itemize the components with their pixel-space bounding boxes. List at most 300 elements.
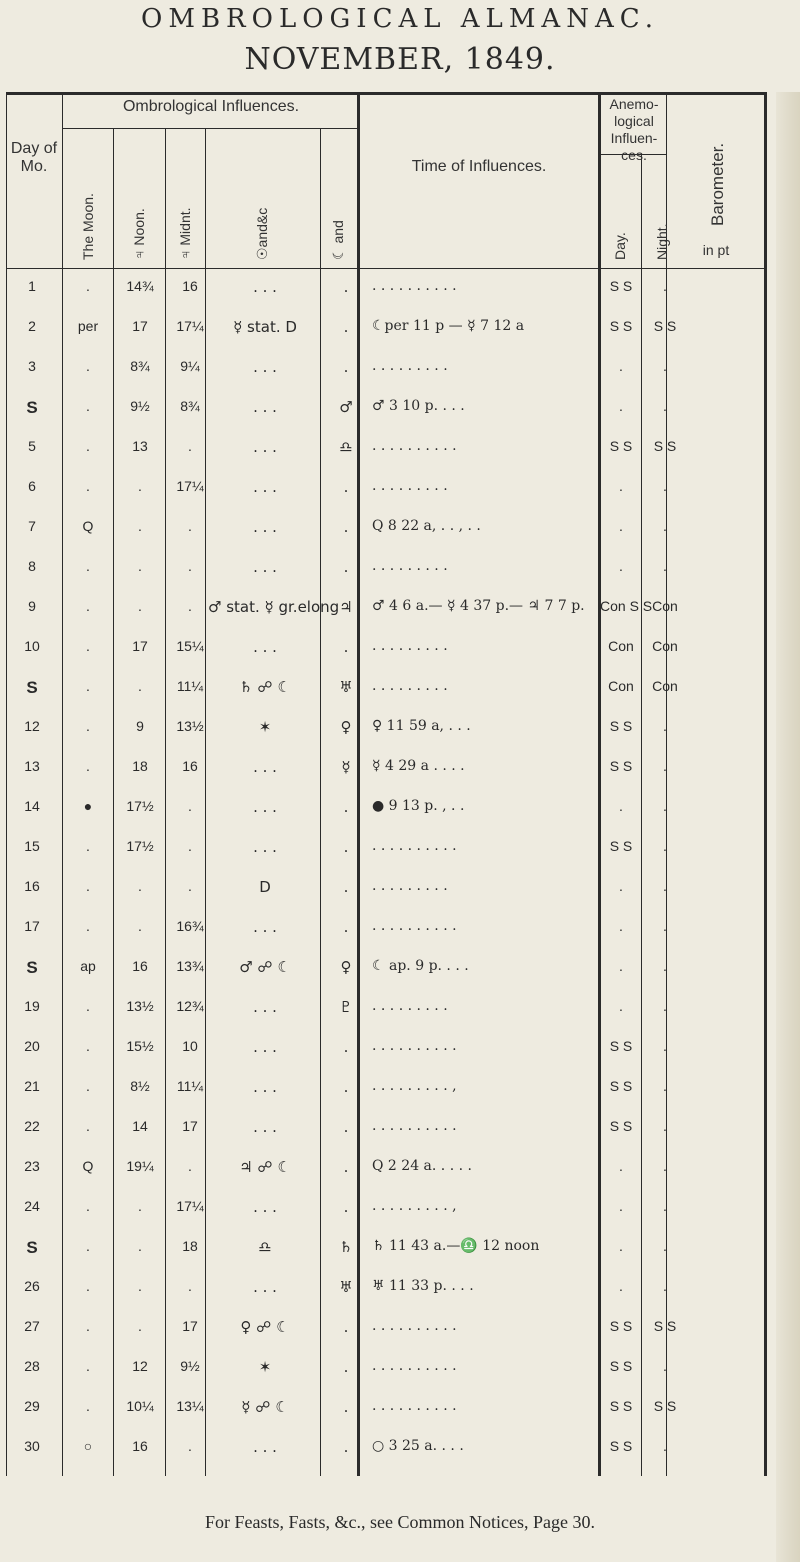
- cell-moonand: .: [343, 1038, 349, 1056]
- cell-time: . . . . . . . . .: [372, 998, 448, 1014]
- cell-midnt: 15¼: [176, 638, 204, 654]
- cell-moonand: .: [343, 558, 349, 576]
- cell-midnt: 17¼: [176, 478, 204, 494]
- cell-midnt: 16¾: [176, 918, 204, 934]
- cell-midnt: 12¾: [176, 998, 204, 1014]
- cell-midnt: 17¼: [176, 1198, 204, 1214]
- cell-sunmoon: . . .: [253, 798, 277, 816]
- cell-time: . . . . . . . . .: [372, 638, 448, 654]
- cell-moonand: .: [343, 1158, 349, 1176]
- cell-day: 26: [24, 1278, 40, 1294]
- cell-midnt: 16: [182, 278, 198, 294]
- cell-midnt: .: [188, 838, 192, 854]
- cell-moon: .: [86, 758, 90, 774]
- cell-sunmoon: . . .: [253, 1198, 277, 1216]
- cell-moonand: .: [343, 358, 349, 376]
- cell-moonand: ♃: [339, 598, 353, 616]
- table-row: [0, 798, 800, 836]
- table-row: [0, 958, 800, 996]
- cell-moonand: ♇: [339, 998, 353, 1016]
- cell-sunmoon: . . .: [253, 398, 277, 416]
- cell-moonand: .: [343, 1398, 349, 1416]
- cell-noon: .: [138, 1198, 142, 1214]
- anemo-day-header: Day.: [612, 232, 628, 260]
- cell-moon: .: [86, 1398, 90, 1414]
- cell-moon: .: [86, 558, 90, 574]
- cell-moonand: .: [343, 1318, 349, 1336]
- cell-midnt: .: [188, 518, 192, 534]
- cell-noon: 13: [132, 438, 148, 454]
- table-row: [0, 718, 800, 756]
- cell-noon: 17½: [126, 798, 154, 814]
- barometer-header: Barometer.: [708, 142, 727, 226]
- cell-sunmoon: ♃ ☍ ☾: [239, 1158, 291, 1176]
- table-row: [0, 478, 800, 516]
- cell-anight: .: [663, 838, 667, 854]
- cell-anight: .: [663, 1278, 667, 1294]
- cell-time: ♂ 4 6 a.— ☿ 4 37 p.— ♃ 7 7 p.: [372, 598, 585, 614]
- cell-moonand: .: [343, 1078, 349, 1096]
- cell-moon: Q: [82, 1158, 94, 1174]
- cell-time: . . . . . . . . . .: [372, 438, 457, 454]
- cell-aday: S S: [609, 438, 633, 454]
- cell-sunmoon: ✶: [258, 718, 272, 736]
- cell-moonand: .: [343, 638, 349, 656]
- cell-time: ♄ 11 43 a.—♎ 12 noon: [372, 1238, 540, 1254]
- cell-sunmoon: ☿ stat. D: [233, 318, 297, 336]
- cell-midnt: .: [188, 798, 192, 814]
- cell-aday: .: [619, 1238, 623, 1254]
- cell-aday: S S: [609, 318, 633, 334]
- cell-anight: .: [663, 1438, 667, 1454]
- cell-moon: .: [86, 1358, 90, 1374]
- cell-day: 3: [28, 358, 36, 374]
- cell-anight: .: [663, 878, 667, 894]
- cell-sunmoon: ♂ ☍ ☾: [239, 958, 291, 976]
- cell-anight: Con: [652, 678, 678, 694]
- cell-noon: .: [138, 598, 142, 614]
- cell-sunmoon: . . .: [253, 998, 277, 1016]
- cell-moon: .: [86, 1318, 90, 1334]
- cell-aday: Con: [608, 638, 634, 654]
- cell-moonand: .: [343, 1198, 349, 1216]
- cell-time: . . . . . . . . . ,: [372, 1078, 457, 1094]
- cell-midnt: 17: [182, 1118, 198, 1134]
- cell-day: 2: [28, 318, 36, 334]
- cell-noon: 9½: [130, 398, 150, 414]
- cell-sunmoon: . . .: [253, 558, 277, 576]
- cell-moon: Q: [82, 518, 94, 534]
- cell-noon: 19¼: [126, 1158, 154, 1174]
- cell-midnt: .: [188, 598, 192, 614]
- cell-day: S: [26, 958, 38, 977]
- cell-moonand: ♂: [339, 398, 353, 416]
- footer-note: For Feasts, Fasts, &c., see Common Notices, Page 30.: [205, 1512, 595, 1532]
- table-row: [0, 1158, 800, 1196]
- cell-moon: .: [86, 478, 90, 494]
- cell-time: . . . . . . . . . .: [372, 838, 457, 854]
- cell-midnt: 18: [182, 1238, 198, 1254]
- cell-moonand: ☿: [341, 758, 351, 776]
- cell-noon: .: [138, 478, 142, 494]
- cell-day: 14: [24, 798, 40, 814]
- cell-noon: 17½: [126, 838, 154, 854]
- cell-day: 1: [28, 278, 36, 294]
- cell-moon: .: [86, 678, 90, 694]
- almanac-table: [0, 88, 800, 1476]
- cell-aday: S S: [609, 1398, 633, 1414]
- cell-moonand: .: [343, 878, 349, 896]
- cell-sunmoon: ☿ ☍ ☾: [241, 1398, 289, 1416]
- cell-sunmoon: . . .: [253, 518, 277, 536]
- cell-noon: 16: [132, 958, 148, 974]
- cell-aday: .: [619, 1198, 623, 1214]
- cell-day: S: [26, 1238, 38, 1257]
- cell-noon: 15½: [126, 1038, 154, 1054]
- cell-time: ♀ 11 59 a, . . .: [372, 718, 471, 734]
- cell-anight: .: [663, 358, 667, 374]
- cell-midnt: 9¼: [180, 358, 200, 374]
- cell-day: 5: [28, 438, 36, 454]
- cell-anight: .: [663, 398, 667, 414]
- table-row: [0, 878, 800, 916]
- anemo-group-header: Anemo-logical Influen-ces.: [609, 96, 659, 163]
- cell-midnt: 10: [182, 1038, 198, 1054]
- cell-day: S: [26, 678, 38, 697]
- cell-aday: .: [619, 878, 623, 894]
- cell-sunmoon: ♂ stat. ☿ gr.elong: [208, 598, 340, 616]
- cell-moon: .: [86, 718, 90, 734]
- ombro-group-header: Ombrological Influences.: [122, 98, 300, 115]
- cell-day: 30: [24, 1438, 40, 1454]
- cell-sunmoon: D: [259, 878, 271, 896]
- cell-day: 27: [24, 1318, 40, 1334]
- cell-sunmoon: . . .: [253, 358, 277, 376]
- cell-noon: 17: [132, 318, 148, 334]
- cell-aday: .: [619, 918, 623, 934]
- cell-aday: S S: [609, 758, 633, 774]
- table-row: [0, 1438, 800, 1476]
- cell-midnt: 17: [182, 1318, 198, 1334]
- cell-moonand: .: [343, 518, 349, 536]
- cell-anight: .: [663, 1038, 667, 1054]
- moon-and-header: ☾ and: [330, 220, 346, 260]
- table-row: [0, 518, 800, 556]
- cell-moon: .: [86, 598, 90, 614]
- cell-aday: S S: [609, 1078, 633, 1094]
- cell-moon: .: [86, 358, 90, 374]
- cell-sunmoon: . . .: [253, 1278, 277, 1296]
- cell-day: 16: [24, 878, 40, 894]
- cell-noon: 17: [132, 638, 148, 654]
- cell-day: 21: [24, 1078, 40, 1094]
- cell-aday: S S: [609, 1038, 633, 1054]
- almanac-title: OMBROLOGICAL ALMANAC.: [141, 4, 659, 34]
- cell-anight: .: [663, 998, 667, 1014]
- table-row: [0, 1038, 800, 1076]
- cell-moon: .: [86, 1078, 90, 1094]
- cell-day: 7: [28, 518, 36, 534]
- cell-midnt: 9½: [180, 1358, 200, 1374]
- cell-aday: S S: [609, 718, 633, 734]
- noon-header: ♃ Noon.: [131, 208, 147, 260]
- cell-noon: .: [138, 518, 142, 534]
- cell-moonand: ♅: [339, 1278, 353, 1296]
- cell-moonand: .: [343, 798, 349, 816]
- cell-sunmoon: . . .: [253, 838, 277, 856]
- cell-noon: .: [138, 1318, 142, 1334]
- cell-moon: .: [86, 998, 90, 1014]
- cell-moonand: ♅: [339, 678, 353, 696]
- cell-sunmoon: . . .: [253, 1118, 277, 1136]
- cell-aday: .: [619, 478, 623, 494]
- table-row: [0, 1278, 800, 1316]
- cell-aday: .: [619, 558, 623, 574]
- cell-day: 28: [24, 1358, 40, 1374]
- cell-moon: .: [86, 918, 90, 934]
- cell-anight: .: [663, 1078, 667, 1094]
- cell-sunmoon: . . .: [253, 918, 277, 936]
- cell-noon: 14¾: [126, 278, 154, 294]
- cell-midnt: .: [188, 878, 192, 894]
- cell-aday: S S: [609, 1318, 633, 1334]
- table-row: [0, 1078, 800, 1116]
- cell-time: Q 8 22 a, . . , . .: [372, 518, 481, 534]
- cell-moonand: ♀: [340, 958, 352, 976]
- cell-midnt: .: [188, 1438, 192, 1454]
- cell-sunmoon: . . .: [253, 758, 277, 776]
- cell-moonand: ♀: [340, 718, 352, 736]
- cell-moon: per: [77, 318, 99, 334]
- day-header: Day of Mo.: [10, 140, 58, 175]
- cell-time: ● 9 13 p. , . .: [372, 798, 465, 814]
- cell-moon: .: [86, 1198, 90, 1214]
- cell-noon: 12: [132, 1358, 148, 1374]
- cell-midnt: 16: [182, 758, 198, 774]
- cell-time: ♅ 11 33 p. . . .: [372, 1278, 474, 1294]
- table-row: [0, 438, 800, 476]
- table-row: [0, 1358, 800, 1396]
- time-header: Time of Influences.: [411, 158, 547, 175]
- table-row: [0, 398, 800, 436]
- cell-time: . . . . . . . . . .: [372, 918, 457, 934]
- cell-time: . . . . . . . . . .: [372, 1118, 457, 1134]
- table-row: [0, 558, 800, 596]
- month-title: NOVEMBER, 1849.: [244, 42, 556, 77]
- cell-anight: S S: [653, 1318, 677, 1334]
- barometer-unit: in pt: [702, 242, 730, 258]
- cell-sunmoon: . . .: [253, 278, 277, 296]
- midnt-header: ♃ Midnt.: [177, 207, 193, 260]
- cell-anight: Con: [652, 598, 678, 614]
- cell-anight: S S: [653, 318, 677, 334]
- cell-aday: .: [619, 398, 623, 414]
- cell-time: . . . . . . . . . .: [372, 1358, 457, 1374]
- cell-anight: .: [663, 918, 667, 934]
- table-row: [0, 758, 800, 796]
- cell-day: 20: [24, 1038, 40, 1054]
- cell-aday: .: [619, 958, 623, 974]
- cell-aday: .: [619, 1158, 623, 1174]
- cell-day: 23: [24, 1158, 40, 1174]
- table-row: [0, 1238, 800, 1276]
- cell-sunmoon: . . .: [253, 438, 277, 456]
- sun-moon-header: ☉and&c: [254, 207, 270, 260]
- cell-anight: .: [663, 1198, 667, 1214]
- cell-time: . . . . . . . . .: [372, 678, 448, 694]
- cell-time: . . . . . . . . . ,: [372, 1198, 457, 1214]
- cell-moon: .: [86, 398, 90, 414]
- cell-moonand: .: [343, 1358, 349, 1376]
- cell-noon: .: [138, 678, 142, 694]
- cell-aday: Con: [608, 678, 634, 694]
- cell-anight: .: [663, 718, 667, 734]
- cell-day: 15: [24, 838, 40, 854]
- cell-anight: S S: [653, 438, 677, 454]
- cell-time: . . . . . . . . . .: [372, 1038, 457, 1054]
- cell-noon: .: [138, 918, 142, 934]
- table-row: [0, 278, 800, 316]
- cell-moon: .: [86, 1238, 90, 1254]
- cell-sunmoon: ♄ ☍ ☾: [239, 678, 291, 696]
- cell-time: . . . . . . . . .: [372, 558, 448, 574]
- cell-time: . . . . . . . . . .: [372, 278, 457, 294]
- cell-time: . . . . . . . . .: [372, 358, 448, 374]
- cell-day: 22: [24, 1118, 40, 1134]
- cell-moonand: .: [343, 318, 349, 336]
- table-row: [0, 318, 800, 356]
- cell-aday: .: [619, 1278, 623, 1294]
- cell-aday: S S: [609, 838, 633, 854]
- cell-time: ○ 3 25 a. . . .: [372, 1438, 464, 1454]
- cell-moonand: .: [343, 918, 349, 936]
- cell-moonand: ♎: [339, 438, 353, 456]
- cell-time: ☾ ap. 9 p. . . .: [372, 958, 469, 974]
- cell-moon: .: [86, 638, 90, 654]
- cell-moonand: .: [343, 1438, 349, 1456]
- cell-midnt: 11¼: [176, 1078, 204, 1094]
- cell-moonand: .: [343, 1118, 349, 1136]
- table-row: [0, 838, 800, 876]
- cell-noon: .: [138, 558, 142, 574]
- anemo-night-header: Night.: [654, 223, 670, 260]
- cell-time: . . . . . . . . . .: [372, 1398, 457, 1414]
- cell-sunmoon: . . .: [253, 1438, 277, 1456]
- cell-midnt: 17¼: [176, 318, 204, 334]
- cell-time: . . . . . . . . . .: [372, 1318, 457, 1334]
- cell-moon: .: [86, 1038, 90, 1054]
- cell-midnt: 11¼: [176, 678, 204, 694]
- cell-noon: 9: [136, 718, 144, 734]
- cell-noon: .: [138, 878, 142, 894]
- cell-aday: .: [619, 358, 623, 374]
- cell-moonand: ♄: [339, 1238, 353, 1256]
- cell-midnt: .: [188, 558, 192, 574]
- cell-aday: .: [619, 998, 623, 1014]
- table-row: [0, 358, 800, 396]
- cell-moonand: .: [343, 478, 349, 496]
- cell-aday: .: [619, 518, 623, 534]
- cell-anight: .: [663, 1158, 667, 1174]
- cell-sunmoon: . . .: [253, 478, 277, 496]
- cell-day: 12: [24, 718, 40, 734]
- cell-moon: .: [86, 838, 90, 854]
- table-row: [0, 918, 800, 956]
- cell-day: 19: [24, 998, 40, 1014]
- cell-sunmoon: ♀ ☍ ☾: [240, 1318, 290, 1336]
- cell-aday: Con S S: [600, 598, 653, 614]
- cell-aday: S S: [609, 278, 633, 294]
- cell-time: ♂ 3 10 p. . . .: [372, 398, 465, 414]
- table-row: [0, 638, 800, 676]
- cell-midnt: .: [188, 1158, 192, 1174]
- cell-sunmoon: . . .: [253, 638, 277, 656]
- cell-noon: .: [138, 1278, 142, 1294]
- cell-anight: Con: [652, 638, 678, 654]
- table-row: [0, 998, 800, 1036]
- cell-moon: ap: [80, 958, 96, 974]
- cell-midnt: 13½: [176, 718, 204, 734]
- cell-moon: ●: [83, 798, 93, 814]
- cell-anight: .: [663, 1118, 667, 1134]
- cell-day: S: [26, 398, 38, 417]
- cell-moon: .: [86, 1278, 90, 1294]
- cell-time: . . . . . . . . .: [372, 878, 448, 894]
- cell-anight: S S: [653, 1398, 677, 1414]
- cell-day: 10: [24, 638, 40, 654]
- cell-noon: 8¾: [130, 358, 150, 374]
- cell-time: . . . . . . . . .: [372, 478, 448, 494]
- cell-day: 17: [24, 918, 40, 934]
- cell-noon: 16: [132, 1438, 148, 1454]
- cell-moonand: .: [343, 838, 349, 856]
- cell-midnt: 13¾: [176, 958, 204, 974]
- cell-anight: .: [663, 958, 667, 974]
- cell-sunmoon: . . .: [253, 1078, 277, 1096]
- cell-moon: .: [86, 438, 90, 454]
- cell-anight: .: [663, 1238, 667, 1254]
- cell-noon: .: [138, 1238, 142, 1254]
- cell-sunmoon: ♎: [258, 1238, 272, 1256]
- cell-aday: S S: [609, 1438, 633, 1454]
- table-row: [0, 678, 800, 716]
- moon-header: The Moon.: [80, 193, 96, 260]
- cell-anight: .: [663, 798, 667, 814]
- cell-moon: ○: [83, 1438, 93, 1454]
- cell-moonand: .: [343, 278, 349, 296]
- cell-anight: .: [663, 518, 667, 534]
- cell-day: 29: [24, 1398, 40, 1414]
- table-row: [0, 598, 800, 636]
- cell-day: 6: [28, 478, 36, 494]
- cell-anight: .: [663, 478, 667, 494]
- cell-sunmoon: . . .: [253, 1038, 277, 1056]
- cell-noon: 18: [132, 758, 148, 774]
- cell-midnt: 8¾: [180, 398, 200, 414]
- cell-aday: S S: [609, 1118, 633, 1134]
- cell-noon: 13½: [126, 998, 154, 1014]
- cell-anight: .: [663, 758, 667, 774]
- cell-time: ☾per 11 p — ☿ 7 12 a: [372, 318, 525, 334]
- table-row: [0, 1318, 800, 1356]
- table-row: [0, 1398, 800, 1436]
- cell-midnt: 13¼: [176, 1398, 204, 1414]
- table-row: [0, 1198, 800, 1236]
- cell-anight: .: [663, 558, 667, 574]
- cell-midnt: .: [188, 438, 192, 454]
- cell-anight: .: [663, 1358, 667, 1374]
- cell-day: 8: [28, 558, 36, 574]
